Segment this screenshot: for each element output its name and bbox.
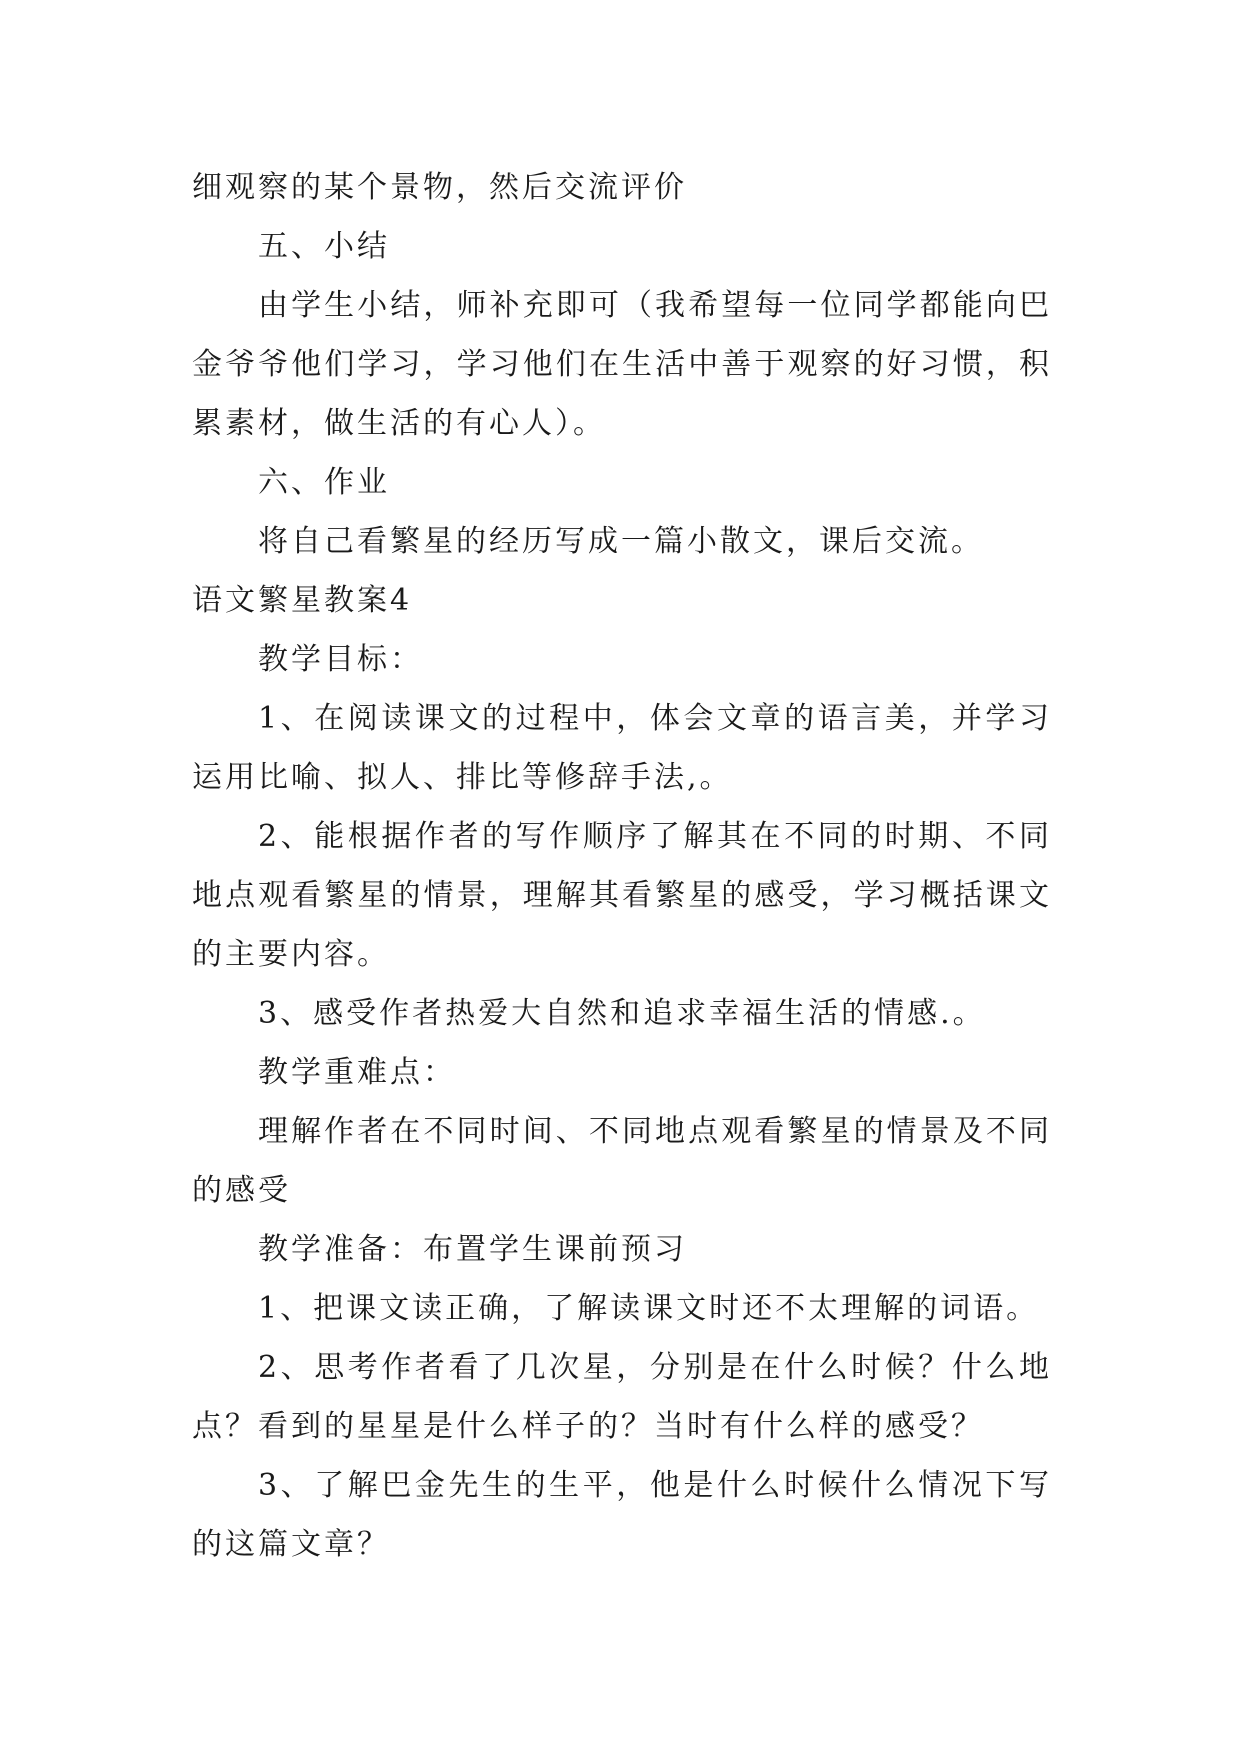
preparation-item-1: 1、把课文读正确，了解读课文时还不太理解的词语。 — [258, 1291, 1040, 1326]
section-heading-preparation: 教学准备：布置学生课前预习 — [258, 1232, 687, 1267]
paragraph-summary: 由学生小结，师补充即可（我希望每一位同学都能向巴金爷爷他们学习，学习他们在生活中善于观察的好习惯，积累素材，做生活的有心人）。 — [192, 288, 1052, 441]
document-title: 语文繁星教案4 — [192, 583, 413, 618]
objective-item-2: 2、能根据作者的写作顺序了解其在不同的时期、不同地点观看繁星的情景，理解其看繁星的感受，学习概括课文的主要内容。 — [192, 819, 1052, 972]
section-heading-homework: 六、作业 — [258, 465, 390, 500]
section-heading-objectives: 教学目标： — [258, 642, 423, 677]
paragraph-continuation: 细观察的某个景物，然后交流评价 — [192, 170, 687, 205]
document-body — [192, 158, 1052, 1574]
paragraph-key-points: 理解作者在不同时间、不同地点观看繁星的情景及不同的感受 — [192, 1114, 1052, 1208]
section-heading-key-points: 教学重难点： — [258, 1055, 456, 1090]
preparation-item-3: 3、了解巴金先生的生平，他是什么时候什么情况下写的这篇文章？ — [192, 1468, 1052, 1562]
preparation-item-2: 2、思考作者看了几次星，分别是在什么时候？什么地点？看到的星星是什么样子的？当时有什么样的感受？ — [192, 1350, 1052, 1444]
objective-item-3: 3、感受作者热爱大自然和追求幸福生活的情感.。 — [258, 996, 986, 1031]
section-heading-summary: 五、小结 — [258, 229, 390, 264]
paragraph-homework: 将自己看繁星的经历写成一篇小散文，课后交流。 — [258, 524, 984, 559]
objective-item-1: 1、在阅读课文的过程中，体会文章的语言美，并学习运用比喻、拟人、排比等修辞手法,。 — [192, 701, 1052, 795]
